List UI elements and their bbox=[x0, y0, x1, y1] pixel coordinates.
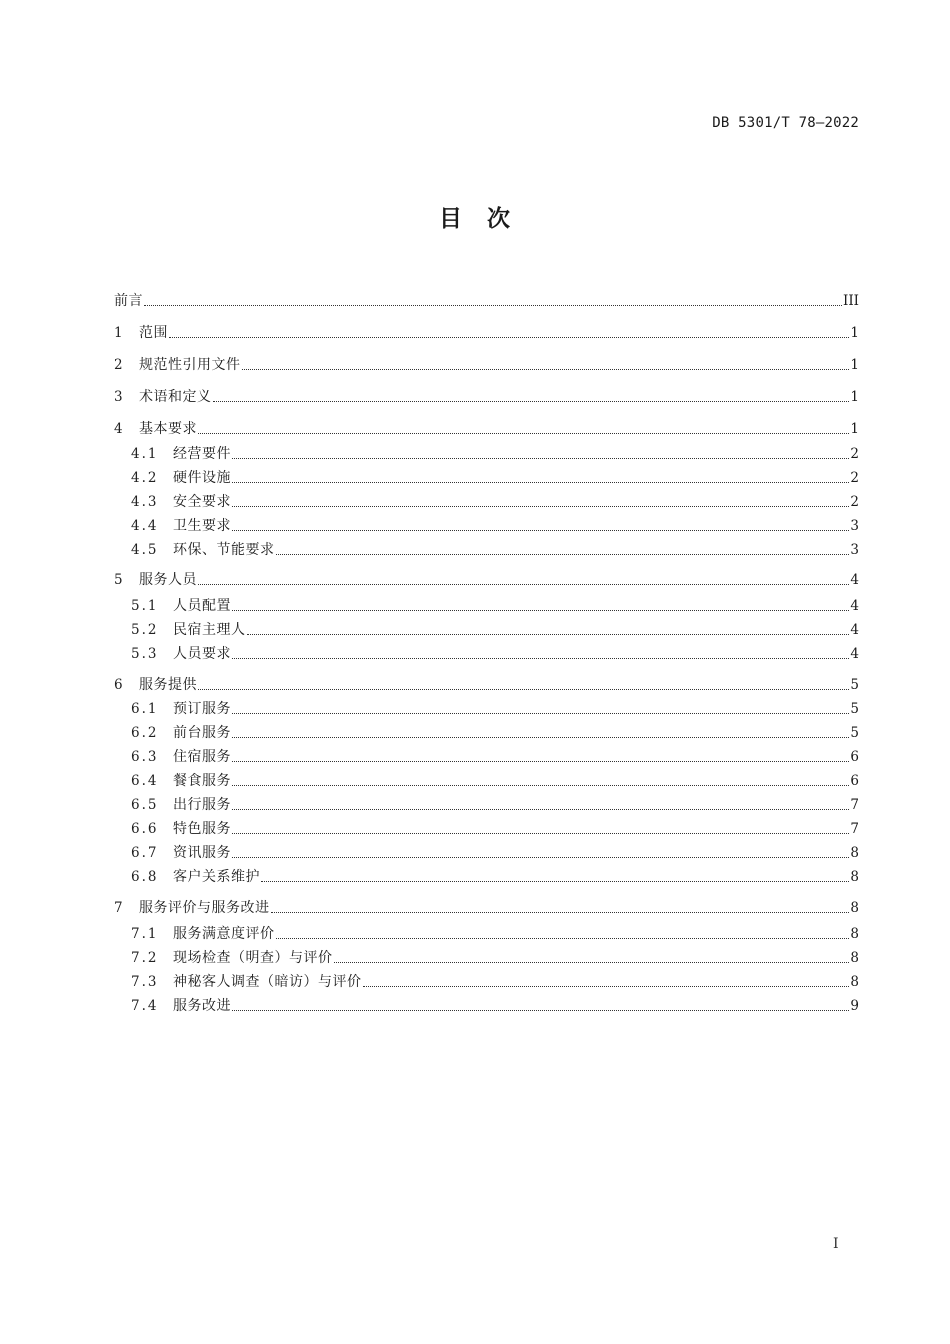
toc-dot-leader bbox=[232, 737, 849, 738]
toc-entry-page: 6 bbox=[850, 749, 859, 765]
toc-dot-leader bbox=[144, 305, 842, 306]
toc-entry-page: 8 bbox=[850, 869, 859, 885]
toc-entry-page: 8 bbox=[850, 845, 859, 861]
toc-entry-page: 4 bbox=[850, 572, 859, 588]
toc-entry-page: 8 bbox=[850, 926, 859, 942]
toc-entry[interactable] bbox=[114, 673, 859, 693]
toc-dot-leader bbox=[232, 761, 849, 762]
toc-entry-label: 规范性引用文件 bbox=[139, 357, 241, 373]
toc-entry-number: 1 bbox=[114, 325, 123, 341]
toc-entry-label: 卫生要求 bbox=[173, 518, 231, 534]
toc-entry-number: 4.4 bbox=[131, 518, 159, 534]
toc-entry-page: 8 bbox=[850, 900, 859, 916]
toc-dot-leader bbox=[198, 689, 849, 690]
toc-entry-number: 6.4 bbox=[131, 773, 159, 789]
toc-entry-number: 7.2 bbox=[131, 950, 159, 966]
toc-entry-label: 客户关系维护 bbox=[173, 869, 260, 885]
toc-dot-leader bbox=[232, 785, 849, 786]
document-code: DB 5301/T 78—2022 bbox=[712, 115, 859, 131]
toc-dot-leader bbox=[232, 530, 849, 531]
toc-entry-label: 基本要求 bbox=[139, 421, 197, 437]
toc-entry-number: 6.1 bbox=[131, 701, 159, 717]
toc-dot-leader bbox=[276, 554, 850, 555]
toc-entry[interactable] bbox=[114, 896, 859, 916]
toc-entry-page: 8 bbox=[850, 974, 859, 990]
toc-entry-number: 2 bbox=[114, 357, 123, 373]
toc-entry-label: 经营要件 bbox=[173, 446, 231, 462]
toc-entry[interactable] bbox=[131, 514, 859, 534]
toc-entry-number: 5.1 bbox=[131, 598, 159, 614]
toc-dot-leader bbox=[198, 433, 849, 434]
toc-entry-page: 1 bbox=[850, 421, 859, 437]
toc-entry-number: 7 bbox=[114, 900, 123, 916]
toc-dot-leader bbox=[232, 809, 849, 810]
toc-entry-page: 3 bbox=[850, 542, 859, 558]
toc-entry-label: 术语和定义 bbox=[139, 389, 212, 405]
toc-dot-leader bbox=[242, 369, 850, 370]
toc-entry-number: 7.4 bbox=[131, 998, 159, 1014]
toc-entry-label: 特色服务 bbox=[173, 821, 231, 837]
toc-entry[interactable] bbox=[114, 353, 859, 373]
toc-entry-label: 现场检查（明查）与评价 bbox=[173, 950, 333, 966]
toc-entry-number: 6.8 bbox=[131, 869, 159, 885]
toc-entry-label: 住宿服务 bbox=[173, 749, 231, 765]
toc-entry-label: 前言 bbox=[114, 293, 143, 309]
toc-entry[interactable] bbox=[131, 618, 859, 638]
toc-entry-number: 3 bbox=[114, 389, 123, 405]
toc-entry-page: 1 bbox=[850, 325, 859, 341]
toc-entry-label: 预订服务 bbox=[173, 701, 231, 717]
toc-entry-label: 资讯服务 bbox=[173, 845, 231, 861]
toc-entry[interactable] bbox=[131, 946, 859, 966]
toc-entry-number: 5.2 bbox=[131, 622, 159, 638]
toc-entry-number: 7.1 bbox=[131, 926, 159, 942]
toc-entry-page: 2 bbox=[850, 494, 859, 510]
toc-entry-label: 神秘客人调查（暗访）与评价 bbox=[173, 974, 362, 990]
toc-entry-page: 5 bbox=[850, 725, 859, 741]
page-folio: I bbox=[833, 1236, 839, 1252]
toc-entry-number: 5 bbox=[114, 572, 123, 588]
toc-dot-leader bbox=[232, 833, 849, 834]
toc-entry[interactable] bbox=[131, 442, 859, 462]
toc-entry[interactable] bbox=[114, 385, 859, 405]
toc-dot-leader bbox=[232, 610, 849, 611]
toc-entry-label: 服务人员 bbox=[139, 572, 197, 588]
toc-entry[interactable] bbox=[131, 594, 859, 614]
toc-entry[interactable] bbox=[131, 490, 859, 510]
toc-entry-label: 出行服务 bbox=[173, 797, 231, 813]
toc-entry[interactable] bbox=[131, 769, 859, 789]
toc-entry-page: 8 bbox=[850, 950, 859, 966]
toc-entry-number: 6.3 bbox=[131, 749, 159, 765]
toc-entry-label: 环保、节能要求 bbox=[173, 542, 275, 558]
toc-dot-leader bbox=[276, 938, 850, 939]
toc-dot-leader bbox=[232, 458, 849, 459]
toc-entry-number: 6.6 bbox=[131, 821, 159, 837]
toc-entry[interactable] bbox=[131, 466, 859, 486]
toc-entry[interactable] bbox=[131, 922, 859, 942]
toc-entry-page: 6 bbox=[850, 773, 859, 789]
toc-dot-leader bbox=[232, 658, 849, 659]
toc-entry[interactable] bbox=[114, 568, 859, 588]
toc-entry[interactable] bbox=[131, 841, 859, 861]
toc-entry[interactable] bbox=[131, 697, 859, 717]
toc-entry-page: 4 bbox=[850, 622, 859, 638]
toc-dot-leader bbox=[232, 713, 849, 714]
toc-entry-number: 6.7 bbox=[131, 845, 159, 861]
toc-entry-number: 4.5 bbox=[131, 542, 159, 558]
toc-entry[interactable] bbox=[114, 417, 859, 437]
toc-entry-page: 1 bbox=[850, 389, 859, 405]
toc-dot-leader bbox=[334, 962, 850, 963]
toc-entry-label: 服务满意度评价 bbox=[173, 926, 275, 942]
toc-dot-leader bbox=[261, 881, 849, 882]
toc-entry-label: 民宿主理人 bbox=[173, 622, 246, 638]
toc-entry[interactable] bbox=[131, 793, 859, 813]
toc-entry-label: 餐食服务 bbox=[173, 773, 231, 789]
toc-dot-leader bbox=[169, 337, 849, 338]
toc-entry-label: 安全要求 bbox=[173, 494, 231, 510]
toc-entry-page: 2 bbox=[850, 470, 859, 486]
toc-title: 目 次 bbox=[439, 206, 511, 232]
toc-dot-leader bbox=[363, 986, 850, 987]
toc-entry[interactable] bbox=[131, 817, 859, 837]
toc-entry[interactable] bbox=[114, 321, 859, 341]
toc-entry[interactable] bbox=[131, 642, 859, 662]
toc-entry-label: 硬件设施 bbox=[173, 470, 231, 486]
toc-entry[interactable] bbox=[131, 970, 859, 990]
toc-dot-leader bbox=[232, 506, 849, 507]
toc-entry[interactable] bbox=[114, 289, 859, 309]
toc-entry[interactable] bbox=[131, 721, 859, 741]
toc-dot-leader bbox=[232, 482, 849, 483]
toc-entry-number: 4.3 bbox=[131, 494, 159, 510]
toc-dot-leader bbox=[232, 857, 849, 858]
toc-dot-leader bbox=[271, 912, 850, 913]
toc-entry-number: 6 bbox=[114, 677, 123, 693]
toc-entry[interactable] bbox=[131, 865, 859, 885]
toc-entry-page: III bbox=[843, 293, 859, 309]
toc-entry-label: 人员要求 bbox=[173, 646, 231, 662]
toc-entry-page: 4 bbox=[850, 646, 859, 662]
toc-dot-leader bbox=[247, 634, 850, 635]
toc-entry-page: 7 bbox=[850, 797, 859, 813]
toc-entry-label: 服务改进 bbox=[173, 998, 231, 1014]
toc-entry-number: 6.2 bbox=[131, 725, 159, 741]
toc-entry-page: 2 bbox=[850, 446, 859, 462]
toc-dot-leader bbox=[213, 401, 850, 402]
toc-entry[interactable] bbox=[131, 994, 859, 1014]
toc-entry-page: 5 bbox=[850, 677, 859, 693]
toc-entry-number: 4.2 bbox=[131, 470, 159, 486]
toc-entry-page: 7 bbox=[850, 821, 859, 837]
toc-entry-label: 服务评价与服务改进 bbox=[139, 900, 270, 916]
toc-entry-number: 4.1 bbox=[131, 446, 159, 462]
toc-entry-label: 人员配置 bbox=[173, 598, 231, 614]
toc-entry-number: 4 bbox=[114, 421, 123, 437]
toc-entry-page: 9 bbox=[850, 998, 859, 1014]
toc-entry-label: 服务提供 bbox=[139, 677, 197, 693]
toc-entry[interactable] bbox=[131, 745, 859, 765]
toc-entry-label: 范围 bbox=[139, 325, 168, 341]
toc-entry-number: 5.3 bbox=[131, 646, 159, 662]
toc-entry-page: 1 bbox=[850, 357, 859, 373]
toc-entry-page: 4 bbox=[850, 598, 859, 614]
toc-entry-page: 3 bbox=[850, 518, 859, 534]
toc-entry[interactable] bbox=[131, 538, 859, 558]
toc-entry-label: 前台服务 bbox=[173, 725, 231, 741]
toc-entry-page: 5 bbox=[850, 701, 859, 717]
toc-dot-leader bbox=[232, 1010, 849, 1011]
toc-entry-number: 6.5 bbox=[131, 797, 159, 813]
toc-entry-number: 7.3 bbox=[131, 974, 159, 990]
toc-dot-leader bbox=[198, 584, 849, 585]
